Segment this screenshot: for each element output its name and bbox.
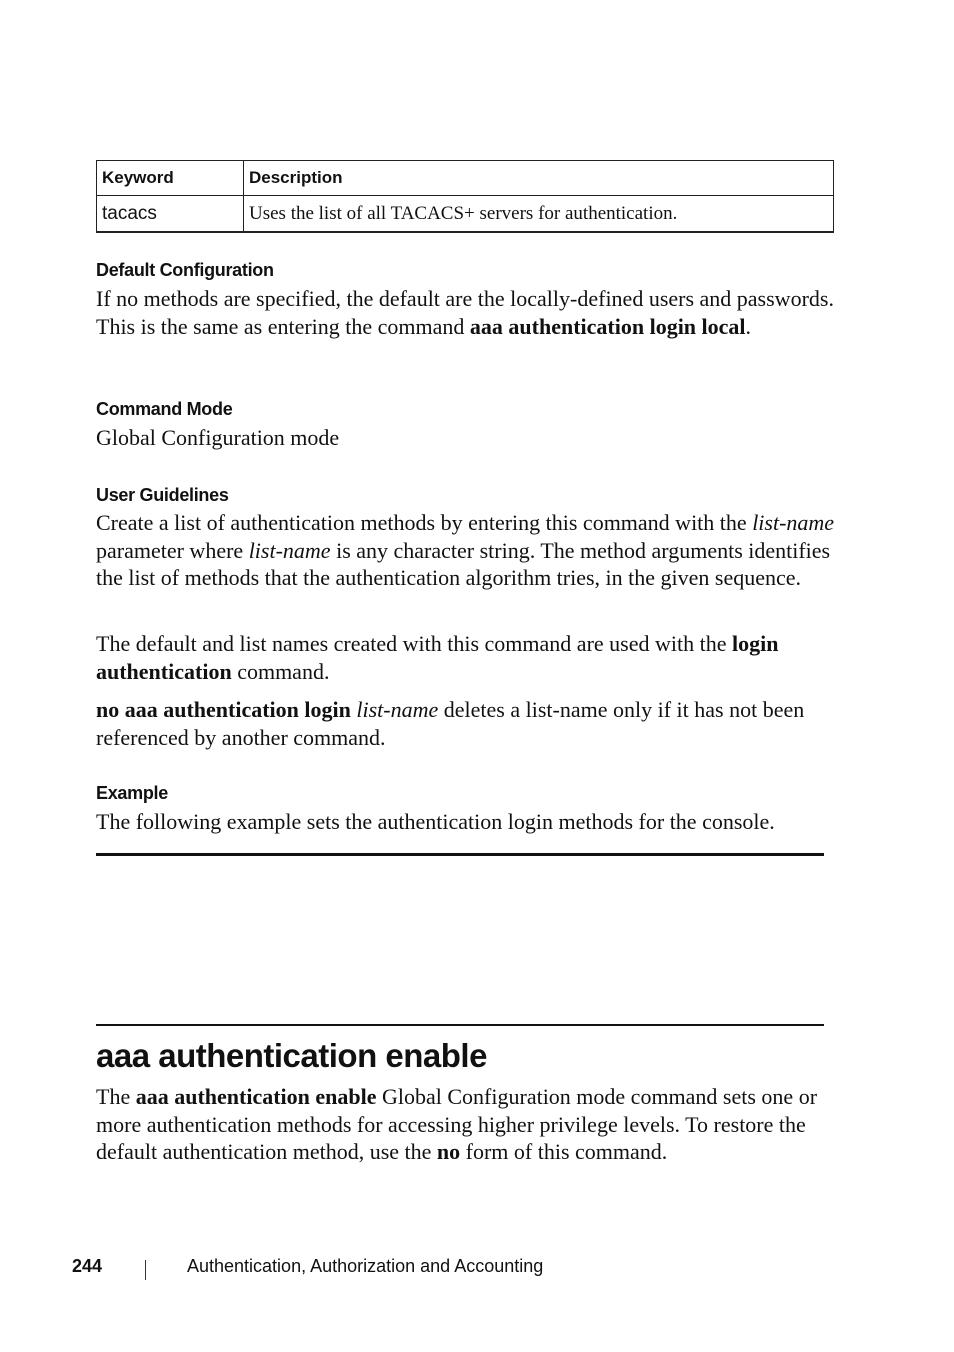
section-start-rule [96,1024,824,1026]
text-run: is any character string. The method arguments identifies the list of methods that the authentication algorithm tries, in the given sequence. [96,537,831,590]
text-run: The default and list names created with this command are used with the [96,631,732,656]
text-run: Create a list of authentication methods by entering this command with the [96,510,753,535]
text-run: Global Configuration mode command sets one or more authentication methods for accessing higher privilege levels. To restore the default authentication method, use the [96,1084,818,1164]
section-title: aaa authentication enable [96,1037,487,1074]
command-mode-heading: Command Mode [96,399,233,419]
command-name: no aaa authentication login [96,697,351,722]
parameter-name: list-name [752,510,835,535]
section-intro-text [96,1083,836,1166]
text-run: form of this command. [460,1139,668,1164]
parameter-name: list-name [356,697,439,722]
table-cell-keyword: tacacs [97,196,244,233]
user-guidelines-paragraph-1 [96,509,836,592]
command-name: no [436,1139,461,1164]
text-run: If no methods are specified, the default are the locally-defined users and passwords. This is the same as entering the command [96,286,834,339]
command-name: login authentication [96,631,779,684]
footer-separator [145,1260,146,1280]
command-name: aaa authentication enable [135,1084,377,1109]
table-header-description: Description [244,161,834,196]
example-heading: Example [96,783,168,803]
example-text: The following example sets the authentication login methods for the console. [96,809,775,834]
chapter-title: Authentication, Authorization and Accounting [187,1256,544,1276]
user-guidelines-heading: User Guidelines [96,485,229,505]
text-run: parameter where [96,537,249,563]
command-name: aaa authentication login local [469,313,746,339]
text-run: . [745,313,752,339]
default-configuration-text [96,285,836,340]
section-end-rule [96,853,824,856]
user-guidelines-paragraph-2 [96,630,836,685]
table-header-keyword: Keyword [97,161,244,196]
table-cell-description: Uses the list of all TACACS+ servers for authentication. [244,196,834,233]
default-configuration-heading: Default Configuration [96,260,274,280]
page-number: 244 [72,1256,103,1276]
user-guidelines-paragraph-3 [96,696,836,751]
text-run: deletes a list-name only if it has not been referenced by another command. [96,697,805,750]
text-run: The [96,1084,136,1109]
table-row [97,196,834,233]
table-header-row [97,161,834,196]
keyword-table [96,160,834,233]
text-run: command. [231,658,330,684]
parameter-name: list-name [248,537,331,563]
command-mode-text: Global Configuration mode [96,425,340,450]
